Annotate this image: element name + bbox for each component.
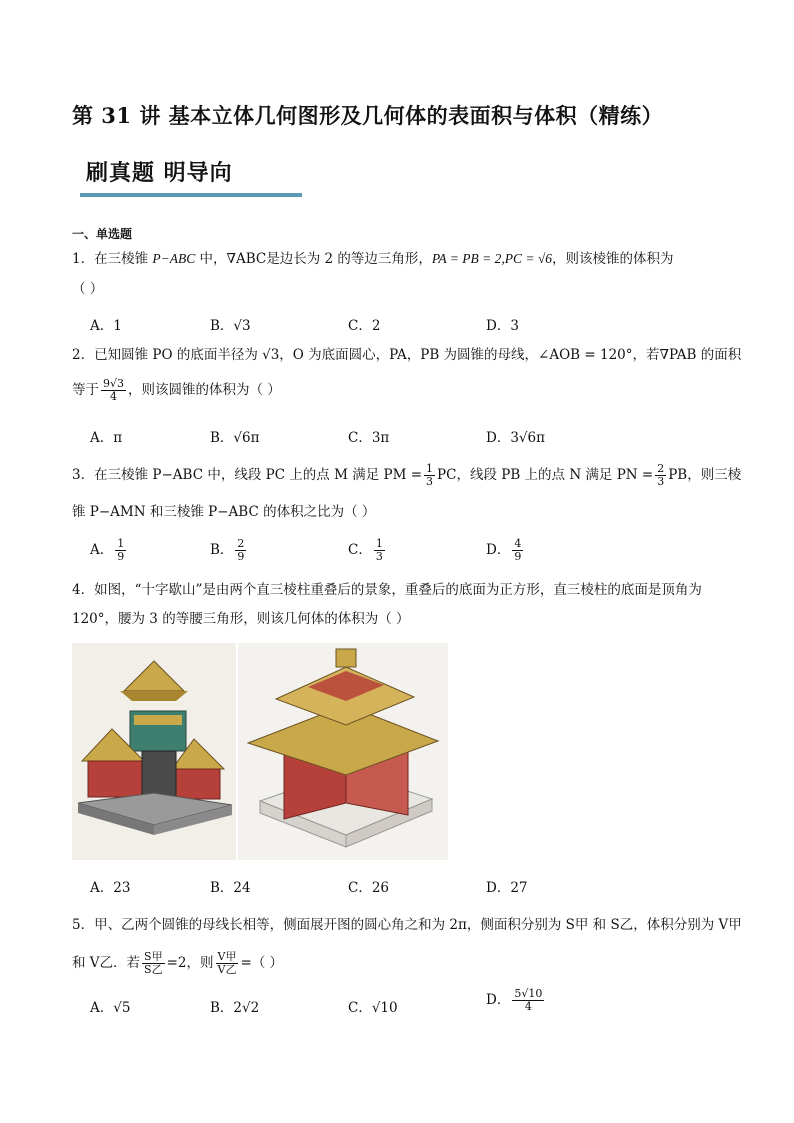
question-2-line2: 等于 $\frac{9√3}{4}$ ，则该圆锥的体积为（ ） [72,377,281,403]
option-d[interactable]: D． $\frac{4}{9}$ [486,537,522,563]
question-4-line1: 4．如图，“十字歇山”是由两个直三棱柱重叠后的景象，重叠后的底面为正方形，直三棱柱的底面是顶角为 [72,582,702,598]
option-a[interactable]: A．1 [90,318,122,334]
option-b[interactable]: B．√6π [210,430,260,446]
section-heading: 一、单选题 [72,227,133,241]
question-3-options [90,538,710,562]
question-3-line2: 锥 P−AMN 和三棱锥 P−ABC 的体积之比为（ ） [72,504,376,520]
question-1-line2: （ ） [72,281,104,297]
question-1-options [90,314,710,338]
question-1-line1: 1．在三棱锥 P−ABC 中，∇ABC是边长为 2 的等边三角形，PA = PB = 2,PC = √6，则该棱锥的体积为 [72,251,674,267]
question-2-options [90,426,710,450]
fraction: $\frac{\text{S甲}}{\text{S乙}}$ [144,950,163,976]
option-a[interactable]: A．23 [90,880,131,896]
option-a[interactable]: A．√5 [90,1000,131,1016]
option-c[interactable]: C．√10 [348,1000,398,1016]
question-2-line1: 2．已知圆锥 PO 的底面半径为 √3，O 为底面圆心，PA，PB 为圆锥的母线，∠AOB = 120°，若∇PAB 的面积 [72,347,742,363]
option-b[interactable]: B．24 [210,880,251,896]
option-c[interactable]: C．3π [348,430,390,446]
option-c[interactable]: C． $\frac{1}{3}$ [348,537,383,563]
option-c[interactable]: C．26 [348,880,390,896]
option-b[interactable]: B．√3 [210,318,251,334]
question-5-line2: 和 V乙．若 $\frac{\text{S甲}}{\text{S乙}}$ =2，则 $\frac{\text{V甲}}{\text{V乙}}$ =（ ） [72,950,284,976]
option-a[interactable]: A．π [90,430,123,446]
option-b[interactable]: B．2√2 [210,1000,260,1016]
page-title: 第 31 讲 基本立体几何图形及几何体的表面积与体积（精练） [72,103,664,128]
question-4-options [90,876,710,900]
fraction: $\frac{9√3}{4}$ [103,377,125,403]
question-5-line1: 5．甲、乙两个圆锥的母线长相等，侧面展开图的圆心角之和为 2π，侧面积分别为 S甲 和 S乙，体积分别为 V甲 [72,917,742,933]
question-4-line2: 120°，腰为 3 的等腰三角形，则该几何体的体积为（ ） [72,611,410,627]
option-a[interactable]: A． $\frac{1}{9}$ [90,537,125,563]
subtitle-underline [80,193,302,197]
architecture-illustration-pavilion [238,643,448,860]
fraction: $\frac{\text{V甲}}{\text{V乙}}$ [217,950,237,976]
fraction: $\frac{1}{3}$ [426,462,434,488]
question-3-line1: 3．在三棱锥 P−ABC 中，线段 PC 上的点 M 满足 PM = $\frac{1}{3}$ PC，线段 PB 上的点 N 满足 PN = $\frac{2}{3}$ PB，则三棱 [72,462,742,488]
option-d[interactable]: D．27 [486,880,528,896]
option-d[interactable]: D． $\frac{5√10}{4}$ [486,987,543,1013]
fraction: $\frac{2}{3}$ [657,462,665,488]
option-b[interactable]: B． $\frac{2}{9}$ [210,537,245,563]
option-d[interactable]: D．3 [486,318,519,334]
option-c[interactable]: C．2 [348,318,381,334]
option-d[interactable]: D．3√6π [486,430,545,446]
architecture-illustration-exploded [72,643,236,860]
question-5-options [90,987,710,1020]
section-subtitle: 刷真题 明导向 [86,160,233,186]
